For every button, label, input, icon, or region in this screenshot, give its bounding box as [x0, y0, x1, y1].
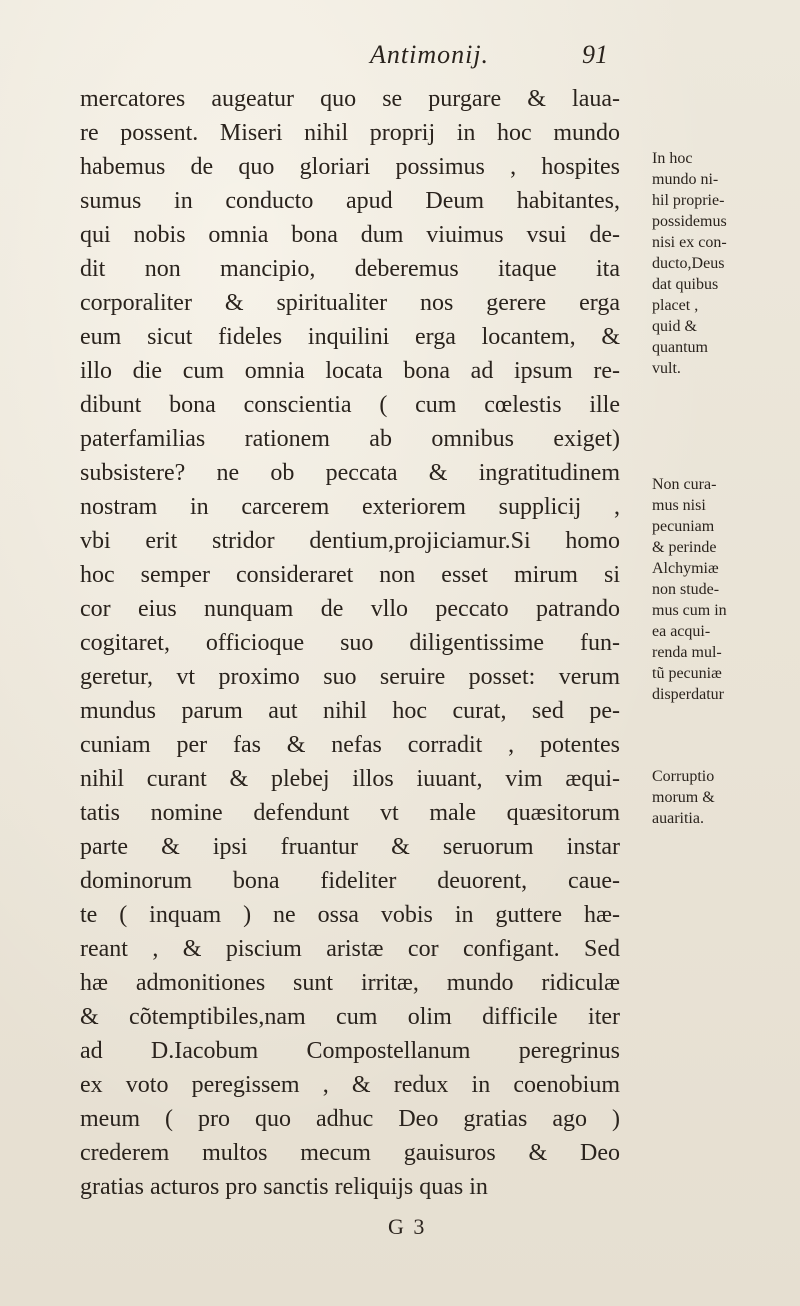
marginal-line: auaritia.	[652, 810, 704, 827]
marginal-line: placet ,	[652, 297, 699, 314]
text-line: mundus parum aut nihil hoc curat, sed pe-	[80, 698, 620, 724]
marginal-line: Non cura-	[652, 476, 717, 493]
running-head	[0, 40, 800, 76]
marginal-line: pecuniam	[652, 518, 715, 535]
text-line: tatis nomine defendunt vt male quæsitorum	[80, 800, 620, 826]
text-line: habemus de quo gloriari possimus , hospites	[80, 154, 620, 180]
text-line: geretur, vt proximo suo seruire posset: verum	[80, 664, 620, 690]
text-line: cor eius nunquam de vllo peccato patrando	[80, 596, 620, 622]
body-text	[80, 82, 620, 1204]
marginal-line: dat quibus	[652, 276, 719, 293]
marginal-note	[652, 148, 792, 379]
running-title: Antimonij.	[370, 40, 490, 69]
text-line: hoc semper consideraret non esset mirum si	[80, 562, 620, 588]
text-line: eum sicut fideles inquilini erga locantem, &	[80, 324, 620, 350]
text-line: illo die cum omnia locata bona ad ipsum re-	[80, 358, 620, 384]
marginal-line: Corruptio	[652, 768, 715, 785]
text-line: meum ( pro quo adhuc Deo gratias ago )	[80, 1106, 620, 1132]
text-line: hæ admonitiones sunt irritæ, mundo ridiculæ	[80, 970, 620, 996]
marginal-line: In hoc	[652, 150, 693, 167]
text-line: qui nobis omnia bona dum viuimus vsui de-	[80, 222, 620, 248]
marginal-line: disperdatur	[652, 686, 724, 703]
text-line: mercatores augeatur quo se purgare & laua-	[80, 86, 620, 112]
text-line: nihil curant & plebej illos iuuant, vim æqui-	[80, 766, 620, 792]
text-line: dominorum bona fideliter deuorent, caue-	[80, 868, 620, 894]
marginal-line: mus nisi	[652, 497, 706, 514]
marginal-note	[652, 766, 792, 829]
marginal-line: & perinde	[652, 539, 717, 556]
text-line: crederem multos mecum gauisuros & Deo	[80, 1140, 620, 1166]
marginal-line: renda mul-	[652, 644, 722, 661]
marginal-line: ducto,Deus	[652, 255, 725, 272]
marginal-line: vult.	[652, 360, 681, 377]
marginal-line: ea acqui-	[652, 623, 711, 640]
text-line: cogitaret, officioque suo diligentissime fun-	[80, 630, 620, 656]
text-line: vbi erit stridor dentium,projiciamur.Si homo	[80, 528, 620, 554]
text-line: ad D.Iacobum Compostellanum peregrinus	[80, 1038, 620, 1064]
marginal-note	[652, 474, 792, 705]
marginal-line: possidemus	[652, 213, 727, 230]
text-line: sumus in conducto apud Deum habitantes,	[80, 188, 620, 214]
text-line: paterfamilias rationem ab omnibus exiget)	[80, 426, 620, 452]
marginal-line: mus cum in	[652, 602, 727, 619]
marginal-line: non stude-	[652, 581, 720, 598]
marginal-line: tũ pecuniæ	[652, 665, 722, 682]
text-line: parte & ipsi fruantur & seruorum instar	[80, 834, 620, 860]
marginal-line: Alchymiæ	[652, 560, 719, 577]
text-line: dibunt bona conscientia ( cum cœlestis ille	[80, 392, 620, 418]
page-number: 91	[582, 40, 608, 69]
marginal-line: mundo ni-	[652, 171, 719, 188]
text-line: ex voto peregissem , & redux in coenobium	[80, 1072, 620, 1098]
text-line: & cõtemptibiles,nam cum olim difficile iter	[80, 1004, 620, 1030]
catchword: G 3	[388, 1214, 427, 1239]
marginal-line: quid &	[652, 318, 697, 335]
marginal-line: nisi ex con-	[652, 234, 727, 251]
text-line: corporaliter & spiritualiter nos gerere erga	[80, 290, 620, 316]
marginal-line: morum &	[652, 789, 715, 806]
text-line: re possent. Miseri nihil proprij in hoc mundo	[80, 120, 620, 146]
text-line: te ( inquam ) ne ossa vobis in guttere hæ-	[80, 902, 620, 928]
marginal-line: quantum	[652, 339, 708, 356]
text-line: cuniam per fas & nefas corradit , potentes	[80, 732, 620, 758]
text-line: dit non mancipio, deberemus itaque ita	[80, 256, 620, 282]
text-line: subsistere? ne ob peccata & ingratitudinem	[80, 460, 620, 486]
text-line: nostram in carcerem exteriorem supplicij ,	[80, 494, 620, 520]
marginal-line: hil proprie-	[652, 192, 725, 209]
text-line: reant , & piscium aristæ cor configant. Sed	[80, 936, 620, 962]
text-line: gratias acturos pro sanctis reliquijs quas in	[80, 1174, 488, 1200]
